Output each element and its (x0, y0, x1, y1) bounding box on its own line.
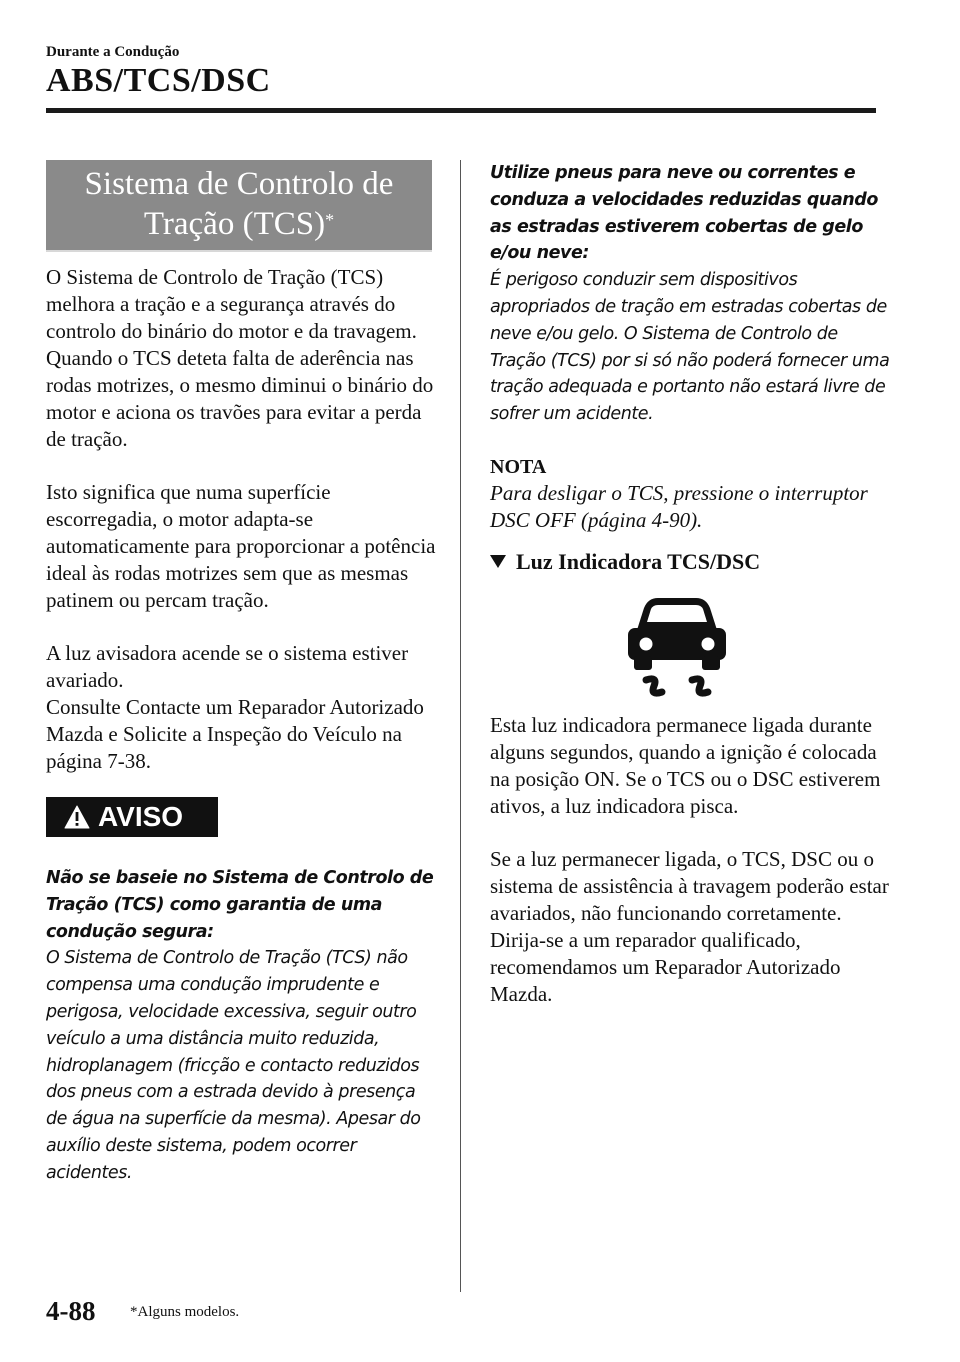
tcs-title-box (46, 160, 432, 252)
indicator-paragraph-2: Se a luz permanecer ligada, o TCS, DSC ou o sistema de assistência à travagem poderão estar avariados, não funcionando corretamente. Dirija-se a um reparador qualificado, recomendamos um Reparador Autorizado Mazda. (490, 846, 889, 1006)
right-warning-heading: Utilize pneus para neve ou correntes e conduza a velocidades reduzidas quando as estradas estiverem cobertas de gelo e/ou neve: (490, 163, 878, 264)
skidding-car-icon (622, 590, 732, 702)
warning-label: AVISO (98, 801, 184, 832)
page-number: 4-88 (46, 1296, 96, 1326)
warning-badge (46, 797, 218, 837)
left-warning-heading: Não se baseie no Sistema de Controlo de Tração (TCS) como garantia de uma condução segura: (46, 868, 434, 942)
warning-triangle-icon (64, 805, 90, 829)
tcs-intro-paragraph: O Sistema de Controlo de Tração (TCS) melhora a tração e a segurança através do controlo do binário do motor e da travagem. Quando o TCS deteta falta de aderência nas rodas motrizes, o mesmo diminui o binário do motor e aciona os travões para evitar a perda de tração. (46, 265, 434, 451)
right-warning-block (490, 160, 890, 428)
note-text: Para desligar o TCS, pressione o interruptor DSC OFF (página 4-90). (490, 480, 868, 532)
right-warning-body: É perigoso conduzir sem dispositivos apropriados de tração em estradas cobertas de neve e/ou gelo. O Sistema de Controlo de Tração (TCS) por si só não poderá fornecer uma tração adequada e portanto não estará livre de sofrer um acidente. (490, 270, 890, 425)
right-column (490, 160, 890, 1008)
chapter-label: Durante a Condução (46, 44, 180, 60)
tcs-slippery-paragraph: Isto significa que numa superfície escorregadia, o motor adapta-se automaticamente para proporcionar a potência ideal às rodas motrizes sem que as mesmas patinem ou percam tração. (46, 480, 436, 612)
subsection-title: Luz Indicadora TCS/DSC (516, 548, 761, 574)
title-asterisk: * (325, 210, 335, 230)
indicator-paragraph-1: Esta luz indicadora permanece ligada durante alguns segundos, quando a ignição é colocada na posição ON. Se o TCS ou o DSC estiverem ativos, a luz indicadora pisca. (490, 712, 881, 818)
tcs-title-line2 (54, 204, 424, 244)
left-warning-body: O Sistema de Controlo de Tração (TCS) não compensa uma condução imprudente e perigosa, velocidade excessiva, seguir outro veículo a uma distância muito reduzida, hidroplanagem (fricção e contacto reduzidos dos pneus com a estrada devido à presença de água na superfície da mesma). Apesar do auxílio deste sistema, podem ocorrer acidentes. (46, 948, 421, 1183)
left-column (46, 160, 438, 1187)
section-title: ABS/TCS/DSC (46, 62, 271, 99)
warning-light-paragraph: A luz avisadora acende se o sistema estiver avariado. (46, 641, 409, 692)
left-warning-block (46, 865, 438, 1187)
column-divider (460, 160, 461, 1292)
tcs-title-line1: Sistema de Controlo de (84, 166, 394, 202)
subsection-heading (490, 548, 890, 576)
tcs-title-text: Tração (TCS) (143, 206, 326, 242)
footnote: *Alguns modelos. (130, 1304, 240, 1320)
triangle-bullet-icon (490, 555, 506, 568)
note-heading: NOTA (490, 455, 547, 478)
indicator-icon-area (490, 590, 890, 710)
contact-dealer-paragraph: Consulte Contacte um Reparador Autorizado Mazda e Solicite a Inspeção do Veículo na página 7-38. (46, 695, 424, 773)
header-rule (46, 108, 876, 113)
